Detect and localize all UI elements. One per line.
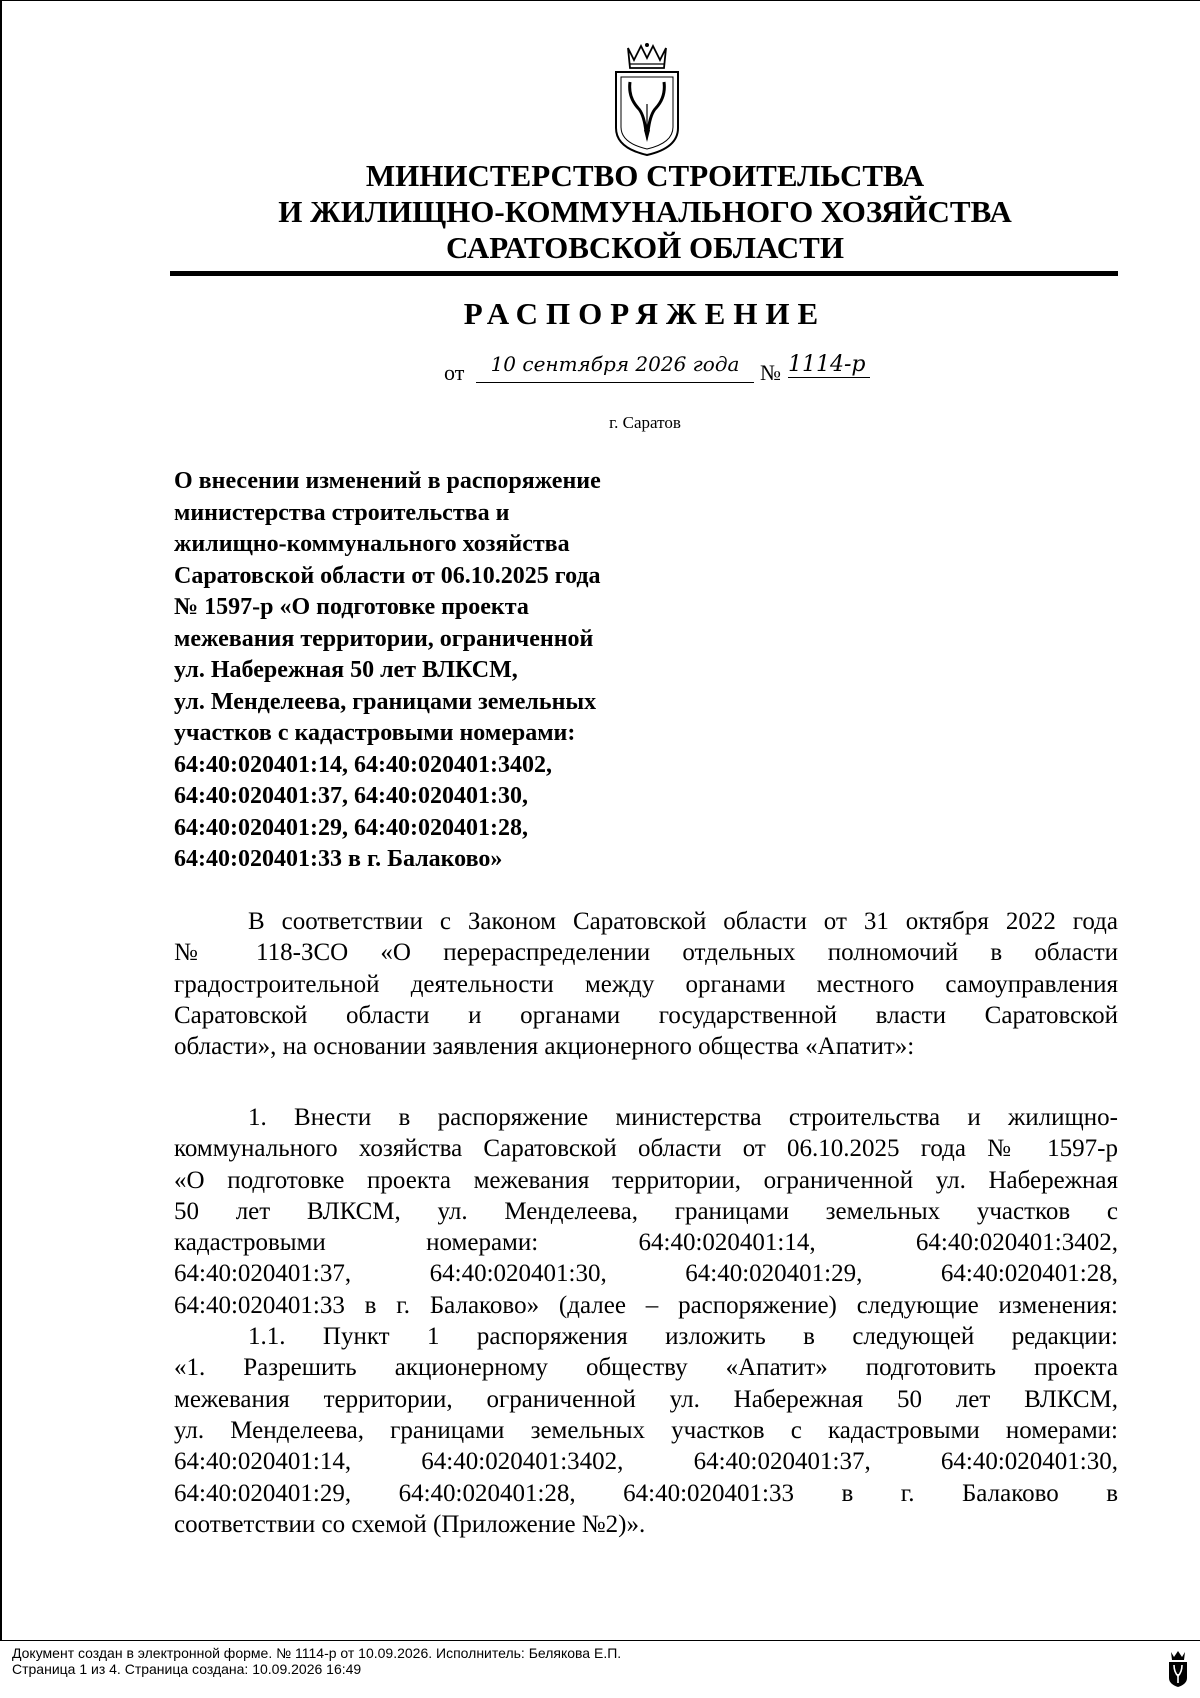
paragraph-line: области», на основании заявления акционерного общества «Апатит»: bbox=[174, 1033, 915, 1061]
paragraph-line: 64:40:020401:14, 64:40:020401:3402, 64:40:020401:37, 64:40:020401:30, bbox=[174, 1448, 1118, 1476]
small-coat-of-arms-icon bbox=[1166, 1650, 1190, 1688]
city: г. Саратов bbox=[609, 413, 681, 432]
paragraph-line: 64:40:020401:29, 64:40:020401:28, 64:40:020401:33 в г. Балаково в bbox=[174, 1479, 1118, 1507]
paragraph-line: 64:40:020401:33 в г. Балаково» (далее – распоряжение) следующие изменения: bbox=[174, 1291, 1118, 1319]
paragraph-line: 64:40:020401:37, 64:40:020401:30, 64:40:020401:29, 64:40:020401:28, bbox=[174, 1260, 1118, 1288]
subject-line: 64:40:020401:29, 64:40:020401:28, bbox=[174, 814, 528, 841]
footer-line-1: Документ создан в электронной форме. № 1114-р от 10.09.2026. Исполнитель: Белякова Е.П. bbox=[12, 1645, 622, 1661]
paragraph-line: межевания территории, ограниченной ул. Набережная 50 лет ВЛКСМ, bbox=[174, 1385, 1118, 1413]
document-type: РАСПОРЯЖЕНИЕ bbox=[463, 296, 827, 331]
ministry-name bbox=[170, 158, 1120, 266]
paragraph-line: ул. Менделеева, границами земельных участков с кадастровыми номерами: bbox=[174, 1416, 1118, 1444]
footer-divider bbox=[0, 1640, 1200, 1641]
subject-line: О внесении изменений в распоряжение bbox=[174, 468, 601, 494]
subject-line: ул. Менделеева, границами земельных bbox=[174, 688, 597, 715]
paragraph-line: кадастровыми номерами: 64:40:020401:14, 64:40:020401:3402, bbox=[174, 1229, 1118, 1257]
ministry-name-line-2: И ЖИЛИЩНО-КОММУНАЛЬНОГО ХОЗЯЙСТВА bbox=[278, 194, 1012, 229]
subject-line: № 1597-р «О подготовке проекта bbox=[174, 594, 529, 620]
paragraph-line: 50 лет ВЛКСМ, ул. Менделеева, границами земельных участков с bbox=[174, 1197, 1118, 1225]
subject-line: межевания территории, ограниченной bbox=[174, 625, 594, 652]
handwritten-number: 1114-р bbox=[788, 352, 870, 378]
footer-line-2: Страница 1 из 4. Страница создана: 10.09.2026 16:49 bbox=[12, 1661, 362, 1677]
paragraph-line: 1.1. Пункт 1 распоряжения изложить в следующей редакции: bbox=[248, 1323, 1118, 1351]
preamble-paragraph bbox=[174, 906, 1118, 1062]
document-subject bbox=[174, 466, 734, 876]
subject-line: министерства строительства и bbox=[174, 499, 510, 526]
subject-line: 64:40:020401:14, 64:40:020401:3402, bbox=[174, 751, 552, 778]
paragraph-line: «1. Разрешить акционерному обществу «Апатит» подготовить проекта bbox=[174, 1354, 1118, 1382]
coat-of-arms-icon bbox=[608, 42, 686, 158]
subject-line: жилищно-коммунального хозяйства bbox=[174, 531, 570, 557]
subject-line: Саратовской области от 06.10.2025 года bbox=[174, 562, 601, 589]
subject-line: 64:40:020401:37, 64:40:020401:30, bbox=[174, 783, 528, 809]
handwritten-number-wrap bbox=[788, 352, 876, 382]
number-sign: № bbox=[760, 360, 781, 385]
paragraph-line: коммунального хозяйства Саратовской области от 06.10.2025 года № 1597-р bbox=[174, 1135, 1118, 1163]
subject-line: участков с кадастровыми номерами: bbox=[174, 720, 576, 746]
subject-line: ул. Набережная 50 лет ВЛКСМ, bbox=[174, 657, 518, 683]
paragraph-line: градостроительной деятельности между органами местного самоуправления bbox=[174, 970, 1118, 998]
header-divider bbox=[170, 271, 1118, 276]
date-number-line bbox=[440, 352, 900, 388]
ministry-name-line-1: МИНИСТЕРСТВО СТРОИТЕЛЬСТВА bbox=[365, 158, 925, 193]
paragraph-line: «О подготовке проекта межевания территории, ограниченной ул. Набережная bbox=[174, 1166, 1118, 1194]
paragraph-line: 1. Внести в распоряжение министерства строительства и жилищно- bbox=[248, 1104, 1118, 1131]
paragraph-line: В соответствии с Законом Саратовской области от 31 октября 2022 года bbox=[248, 908, 1118, 935]
subject-line: 64:40:020401:33 в г. Балаково» bbox=[174, 846, 503, 872]
paragraph-line: Саратовской области и органами государственной власти Саратовской bbox=[174, 1001, 1118, 1029]
electronic-document-footer bbox=[12, 1645, 621, 1677]
clause-1-paragraph bbox=[174, 1102, 1118, 1540]
handwritten-date: 10 сентября 2026 года bbox=[476, 352, 754, 383]
ministry-name-line-3: САРАТОВСКОЙ ОБЛАСТИ bbox=[446, 230, 844, 265]
date-prefix: от bbox=[444, 360, 465, 385]
paragraph-line: соответствии со схемой (Приложение №2)». bbox=[174, 1510, 646, 1538]
paragraph-line: № 118-ЗСО «О перераспределении отдельных полномочий в области bbox=[174, 939, 1118, 967]
